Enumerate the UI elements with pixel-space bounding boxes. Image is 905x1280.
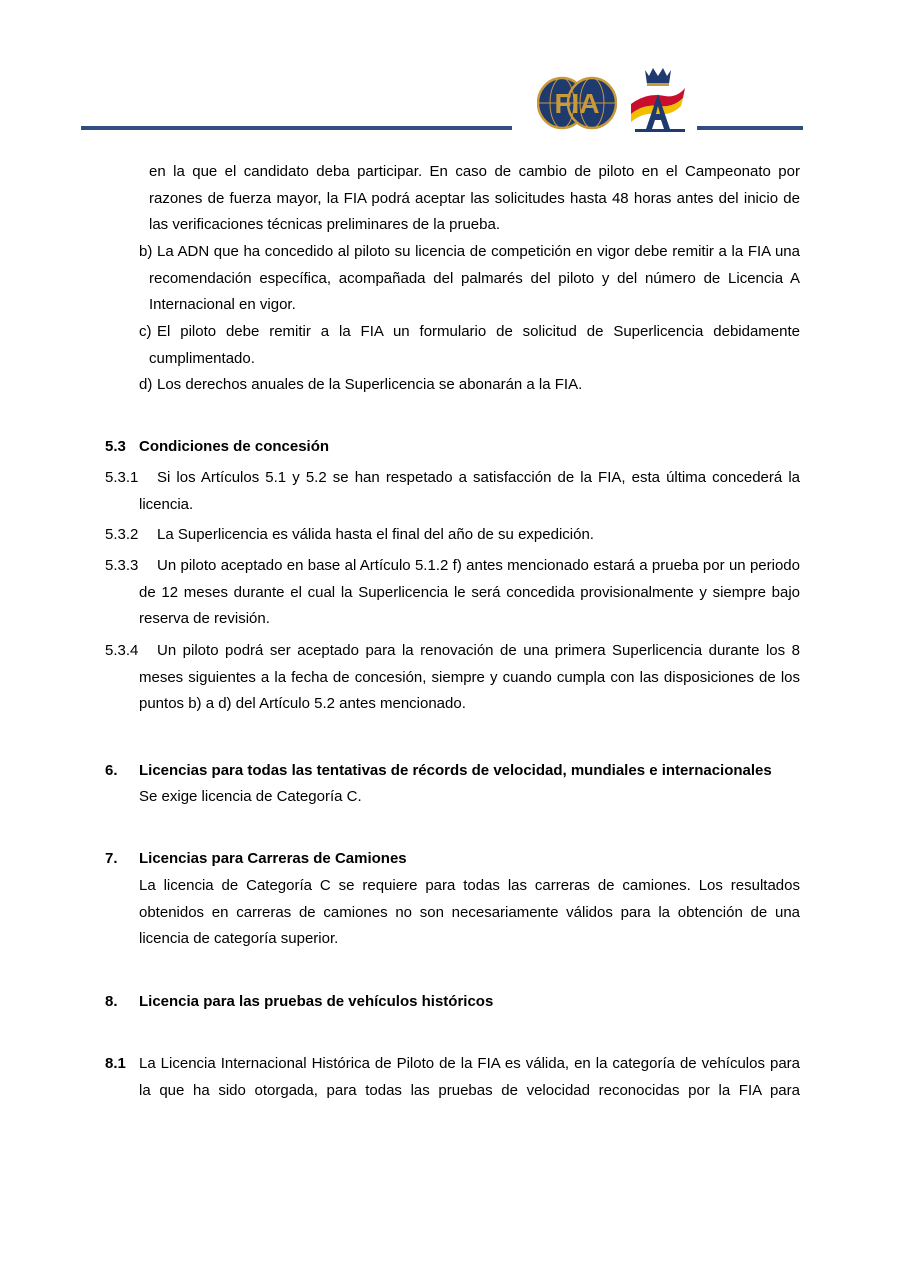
article-5-3-1-text: Si los Artículos 5.1 y 5.2 se han respetado a satisfacción de la FIA, esta última concederá la licencia. — [139, 469, 800, 513]
section-6-title: Licencias para todas las tentativas de récords de velocidad, mundiales e internacionales — [139, 762, 772, 779]
section-8-number: 8. — [105, 993, 118, 1010]
article-5-3-2-text: La Superlicencia es válida hasta el final del año de su expedición. — [157, 526, 594, 543]
item-label-d: d) — [139, 376, 153, 393]
article-5-3-3-number: 5.3.3 — [105, 557, 139, 574]
svg-text:FIA: FIA — [554, 88, 600, 119]
section-7-title: Licencias para Carreras de Camiones — [139, 850, 407, 867]
section-5-3-number: 5.3 — [105, 438, 126, 455]
article-5-3-1-number: 5.3.1 — [105, 469, 139, 486]
section-5-2-continuation: en la que el candidato deba participar. En caso de cambio de piloto en el Campeonato por razones de fuerza mayor, la FIA podrá aceptar las solicitudes hasta 48 horas antes del inicio de las verificaciones técnicas preliminares de la prueba. — [149, 163, 800, 234]
article-5-3-2-number: 5.3.2 — [105, 526, 139, 543]
section-7-text: La licencia de Categoría C se requiere para todas las carreras de camiones. Los resultados obtenidos en carreras de camiones no son necesariamente válidos para la obtención de una licencia de categoría superior. — [139, 877, 800, 948]
article-5-3-4-text: Un piloto podrá ser aceptado para la renovación de una primera Superlicencia durante los 8 meses siguientes a la fecha de concesión, siempre y cuando cumpla con las disposiciones de los puntos b) a d) del Artículo 5.2 antes mencionado. — [139, 642, 800, 713]
item-label-c: c) — [139, 323, 152, 340]
item-label-b: b) — [139, 243, 153, 260]
item-d-text: Los derechos anuales de la Superlicencia se abonarán a la FIA. — [157, 376, 583, 393]
header-rule-right — [697, 126, 803, 130]
fia-logo-icon — [537, 76, 617, 130]
section-8-1-number: 8.1 — [105, 1055, 126, 1072]
section-5-3-title: Condiciones de concesión — [139, 438, 330, 455]
item-c-text: El piloto debe remitir a la FIA un formulario de solicitud de Superlicencia debidamente cumplimentado. — [149, 323, 800, 367]
section-6-number: 6. — [105, 762, 118, 779]
article-5-3-4-number: 5.3.4 — [105, 642, 139, 659]
header-rule-left — [81, 126, 512, 130]
item-b-text: La ADN que ha concedido al piloto su licencia de competición en vigor debe remitir a la FIA una recomendación específica, acompañada del palmarés del piloto y del número de Licencia A Internacional en vigor. — [149, 243, 800, 314]
rfeda-logo-icon — [627, 66, 689, 134]
section-8-1-text: La Licencia Internacional Histórica de Piloto de la FIA es válida, en la categoría de vehículos para la que ha sido otorgada, para todas las pruebas de velocidad reconocidas por la FIA para — [139, 1055, 800, 1099]
section-6-text: Se exige licencia de Categoría C. — [139, 788, 362, 805]
article-5-3-3-text: Un piloto aceptado en base al Artículo 5.1.2 f) antes mencionado estará a prueba por un periodo de 12 meses durante el cual la Superlicencia le será concedida provisionalmente y siempre bajo reserva de revisión. — [139, 557, 800, 628]
section-7-number: 7. — [105, 850, 118, 867]
section-8-title: Licencia para las pruebas de vehículos históricos — [139, 993, 494, 1010]
